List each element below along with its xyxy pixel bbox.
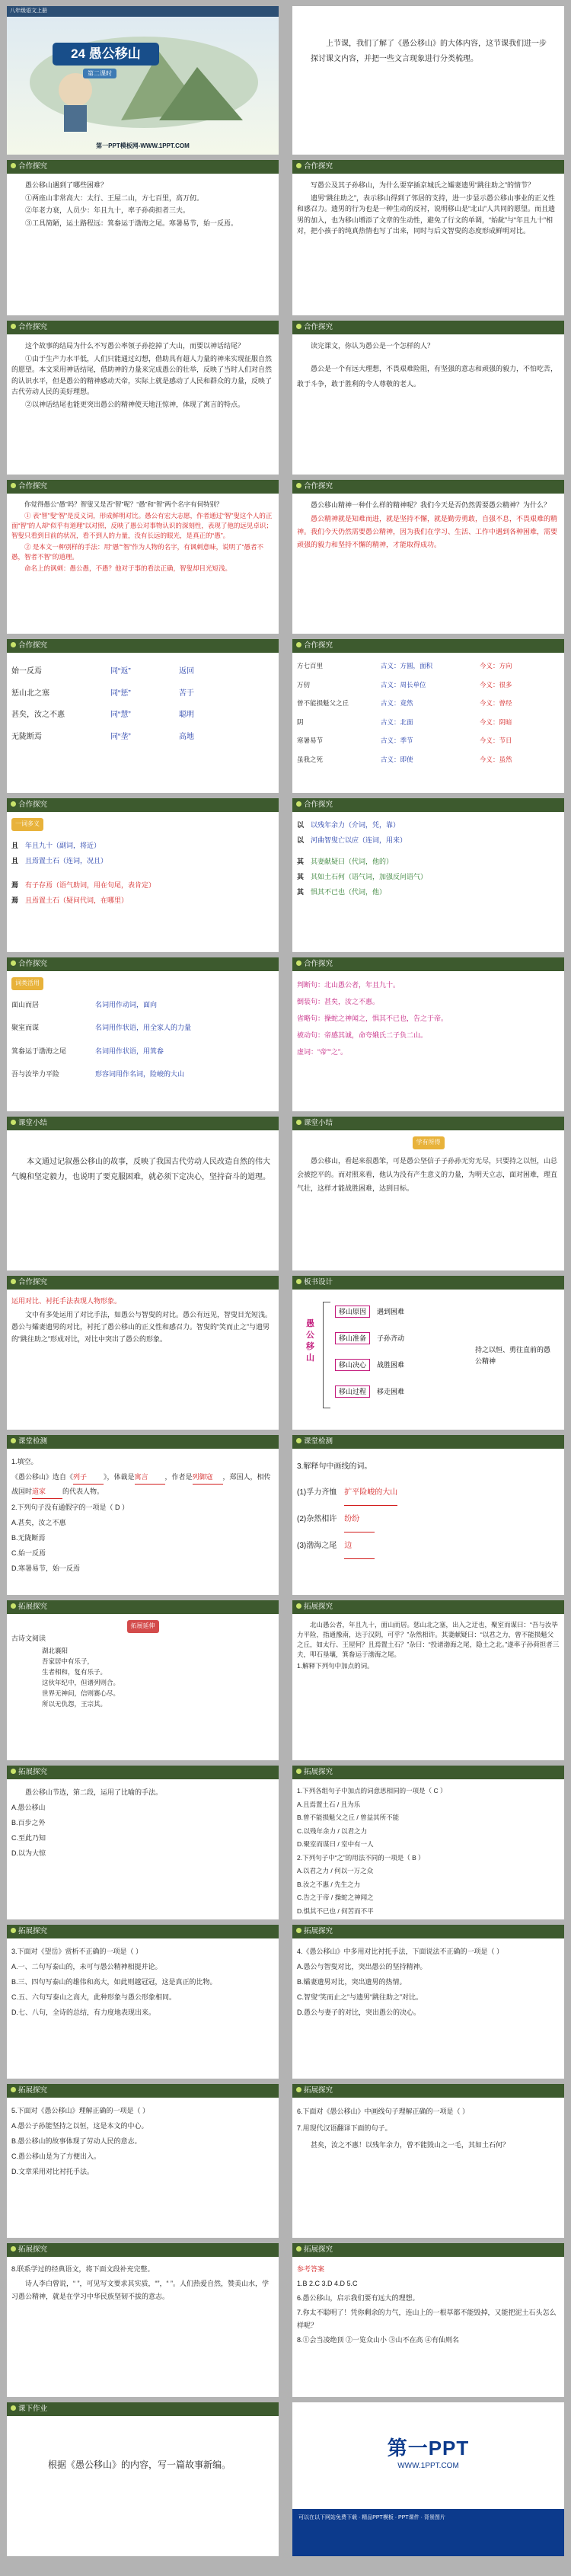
usage: 年且九十（副词，将近） [25, 841, 101, 849]
cover-illustration [7, 21, 279, 136]
answer: 愚公是一个有远大理想，不畏艰难险阻，有坚强的意志和顽强的毅力，不怕吃苦，敢于斗争，敢于胜利的令人尊敬的老人。 [297, 364, 558, 388]
intro-text: 上节课，我们了解了《愚公移山》的大体内容，这节课我们进一步探讨课文内容，并把一些文言现象进行分类梳理。 [311, 40, 547, 63]
char: 焉 [11, 881, 19, 889]
dot-icon [11, 1769, 16, 1774]
slide-header: 课堂小结 [7, 1117, 279, 1130]
slide-header: 合作探究 [7, 1276, 279, 1290]
poem-title: 古诗文阅读 [11, 1634, 46, 1642]
slide-header: 合作探究 [292, 639, 564, 653]
slide-header: 合作探究 [292, 480, 564, 494]
slide-header: 拓展探究 [7, 1600, 279, 1614]
passage: 北山愚公者，年且九十，面山而居。惩山北之塞，出入之迂也，聚室而谋曰：“吾与汝毕力平险，指通豫南，达于汉阴，可乎？”杂然相许。其妻献疑曰：“以君之力，曾不能损魁父之丘，如太行、王屋何？且焉置土石？”杂曰：“投诸渤海之尾，隐土之北。”遂率子孙荷担者三夫，叩石垦壤，箕畚运于渤海之尾。 [297, 1621, 560, 1658]
slide-difficulties [7, 160, 279, 315]
slide-header: 拓展探究 [292, 1766, 564, 1779]
new-meaning: 今义：阴暗 [480, 718, 512, 726]
usage: 以残年余力（介词，凭，靠） [311, 821, 400, 829]
slide-header: 拓展探究 [292, 2084, 564, 2098]
usage: 且焉置土石（疑问代词，在哪里） [25, 896, 129, 904]
gains-text: 愚公移山，看起来很愚笨，可是愚公坚信子子孙孙无穷无尽，只要持之以恒，山总会被挖平的。而对照来看，他认为没有产生意义的力量，为明天立志，面对困难，理直气壮，这样才能战胜困难，达到目标。 [297, 1156, 558, 1192]
question: 愚公移山精神一种什么样的精神呢？我们今天是否仍然需要愚公精神？为什么？ [311, 501, 551, 509]
option: D.以为大惊 [11, 1849, 46, 1857]
question: 1.下列各组句子中加点的词意思相同的一项是（ C ） [297, 1787, 447, 1795]
dot-icon [11, 1603, 16, 1609]
slide-contrast [7, 1276, 279, 1430]
slide-ext-9 [7, 2243, 279, 2397]
question: 读完课文，你认为愚公是一个怎样的人？ [311, 342, 435, 350]
slide-header: 合作探究 [7, 639, 279, 653]
question: 6.下面对《愚公移山》中画线句子理解正确的一项是（ ） [297, 2108, 470, 2115]
answer: 遗男“跳往助之”，表示移山得到了邻居的支持，进一步显示愚公移山事业的正义性和感召力。遗男的行为也是一种生动的反衬，说明移山是“北山”人共同的愿望。而且遗男的加入，也为移山增添了文章的生动性，避免了行文的单调，“始龀”与“年且九十”相对，把小孩子的纯真热情也写了出来，同时与后文智叟的态度形成鲜明对比。 [297, 193, 555, 235]
slide-huoyong [7, 957, 279, 1111]
intro-slide [292, 6, 564, 155]
option: B.曾不能损魁父之丘 / 曾益其所不能 [297, 1814, 400, 1821]
usage: 形容词用作名词，险峻的大山 [95, 1070, 185, 1078]
answer-1: ① 表“智”叟“智”是反义词，形成鲜明对比。愚公有宏大志愿，作者通过“智”叟这个人的正面“智”的人却“似乎有道理”以对照，反映了愚公对事物认识的深刻性，表现了他的远见卓识；智叟只看到目前的状况，看不到人的力量，没有长远的眼光，是真正的“愚”。 [11, 512, 273, 539]
char: 焉 [11, 896, 19, 904]
slide-header: 合作探究 [292, 798, 564, 812]
slide-ext-8 [292, 2084, 564, 2238]
slide-polysemy-2 [292, 798, 564, 952]
usage: 惧其不已也（代词，他） [311, 888, 387, 896]
dot-icon [296, 1769, 301, 1774]
slide-myth-ending [7, 321, 279, 475]
usage: 其妻献疑曰（代词，他的） [311, 858, 394, 865]
dot-icon [296, 1279, 301, 1284]
sentence-type: 判断句：北山愚公者，年且九十。 [297, 981, 400, 989]
slide-header: 合作探究 [7, 798, 279, 812]
dot-icon [11, 1279, 16, 1284]
slide-header: 课下作业 [7, 2402, 279, 2416]
sentence-type: 省略句：操蛇之神闻之，惧其不已也，告之于帝。 [297, 1015, 448, 1022]
option: A.愚公移山 [11, 1804, 46, 1811]
dot-icon [11, 1438, 16, 1443]
dot-icon [11, 2405, 16, 2411]
sentence-type: 倒装句：甚矣，汝之不惠。 [297, 998, 380, 1005]
tongjia: 同“惩” [110, 689, 131, 698]
usage: 有子存焉（语气助词，用在句尾，表肯定） [25, 881, 156, 889]
dot-icon [296, 1438, 301, 1443]
answer: 扩平险峻的大山 [344, 1481, 397, 1506]
slide-answers [292, 2243, 564, 2397]
question: 4.《愚公移山》中多用对比衬托手法，下面说法不正确的一项是（ ） [297, 1948, 504, 1955]
brand-logo: 第一PPT [387, 2437, 470, 2459]
char: 且 [11, 856, 19, 865]
answer-1: ①两座山非常高大：太行、王屋二山，方七百里，高万仞。 [25, 193, 204, 202]
meaning: 返回 [179, 667, 194, 676]
question-1: 1.填空。 [11, 1458, 38, 1465]
sentence: 甚矣，汝之不惠！以残年余力，曾不能毁山之一毛，其如土石何？ [311, 2141, 510, 2149]
slide-header: 课堂检测 [7, 1435, 279, 1449]
question: 1.解释下列句中加点的词。 [297, 1662, 374, 1670]
usage: 名词用作动词，面向 [95, 1000, 158, 1008]
board-list [335, 1299, 404, 1405]
slide-header: 板书设计 [292, 1276, 564, 1290]
passage: 诗人李白曾说，“ ”，可见写文要求其实质，“”，“ ”。人们热爱自然，赞美山水，学习愚公精神，就是在学习中华民族坚韧不拔的意志。 [11, 2280, 269, 2300]
slide-check-2: 课堂检测 3.解释句中画线的词。 (1)孚力齐恤 扩平险峻的大山 (2)杂然相许 纷纷 (3)渤海之尾 边 [292, 1435, 564, 1595]
answer: 6.愚公移山，启示我们要有远大的理想。 [297, 2294, 419, 2302]
word: 曾不能损魁父之丘 [297, 699, 349, 707]
slide-ext-1 [7, 1600, 279, 1760]
slide-header: 合作探究 [292, 957, 564, 971]
tongjia: 同“返” [110, 667, 131, 676]
poem-body: 湖北襄阳 吾家居中有乐子， 生者相和，复有乐子。 这伙年纪中，但谱列则合。 世界无神问，信则赛心尽。 所以无仇怨，王宗其。 [42, 1647, 120, 1708]
sentence-type: 虚词：“帝”“之”。 [297, 1048, 347, 1056]
char: 且 [11, 841, 19, 849]
board-brace [323, 1302, 330, 1408]
slide-tongjiazi [7, 639, 279, 793]
old-meaning: 古义：周长单位 [381, 680, 426, 689]
dot-icon [296, 1928, 301, 1933]
slide-ext-2 [292, 1600, 564, 1760]
slide-header: 合作探究 [292, 160, 564, 174]
slide-ending [292, 2402, 564, 2556]
summary-text: 本文通过记叙愚公移山的故事，反映了我国古代劳动人民改造自然的伟大气魄和坚定毅力，也说明了要克服困难，就必须下定决心，坚持奋斗的道理。 [11, 1158, 270, 1181]
word: 寒暑易节 [297, 737, 324, 744]
slide-header: 拓展探究 [7, 1925, 279, 1938]
option: C.智叟“笑而止之”与遗男“跳往助之”对比。 [297, 1993, 423, 2001]
example: 吾与汝毕力平险 [11, 1070, 60, 1078]
board-main: 愚公移山 [306, 1319, 314, 1363]
slide-header: 课堂小结 [292, 1117, 564, 1130]
answer: 文中有多处运用了对比手法，如愚公与智叟的对比。愚公有远见，智叟目光短浅。愚公与孀妻遗男的对比，衬托了愚公移山的正义性和感召力。智叟的“笑而止之”与遗男的“跳往助之”形成对比，对比中突出了愚公的形象。 [11, 1310, 273, 1343]
blank: 道家 [32, 1485, 62, 1499]
answer: 8.①会当凌绝顶 ②一览众山小 ③山不在高 ④有仙则名 [297, 2336, 460, 2344]
option: A.且焉置土石 / 且为乐 [297, 1800, 361, 1808]
dot-icon [296, 483, 301, 488]
board-step-detail: 战胜困难 [377, 1361, 405, 1369]
slide-ext-5 [7, 1925, 279, 2079]
option: C.愚公移山是为了方便出入。 [11, 2153, 101, 2160]
example: 始一反焉 [11, 667, 42, 676]
char: 以 [297, 821, 305, 829]
dot-icon [296, 163, 301, 168]
option: D.寒暑易节，始一反焉 [11, 1564, 81, 1572]
option: A.一、二句写泰山的，未可与愚公精神相提并论。 [11, 1963, 162, 1970]
dot-icon [296, 642, 301, 647]
meaning: 聪明 [179, 711, 194, 719]
option: C.五、六句写泰山之高大，此种形象与愚公形象相同。 [11, 1993, 177, 2001]
slide-homework [7, 2402, 279, 2556]
dot-icon [11, 2087, 16, 2092]
slide-ext-6 [292, 1925, 564, 2079]
usage: 且焉置土石（连词，况且） [25, 856, 108, 865]
usage: 名词用作状语，用箕畚 [95, 1047, 164, 1055]
dot-icon [11, 801, 16, 807]
slide-check-1: 课堂检测 1.填空。 《愚公移山》选自《列子 》，体裁是寓言 ，作者是列御寇 ，郑国人，相传战国时道家 的代表人物。 2.下列句子没有通假字的一项是（ D ） A.甚矣，汝之不惠 B.无陇断焉 C.始一反焉 D.寒暑易节，始一反焉 [7, 1435, 279, 1595]
section-tag: 一词多义 [11, 818, 43, 831]
slide-header: 合作探究 [7, 480, 279, 494]
question: 运用对比、衬托手法表现人物形象。 [11, 1297, 122, 1305]
option: B.三、四句写泰山的雄伟和高大，如此则越冠冠，这是真正的比物。 [11, 1978, 217, 1986]
answer-3: ③工具简陋，运土路程远：箕畚运于渤海之尾。寒暑易节，始一反焉。 [25, 219, 238, 227]
dot-icon [11, 324, 16, 329]
question: 8.联系学过的经典语文，将下面文段补充完整。 [11, 2265, 155, 2273]
answer: 1.B 2.C 3.D 4.D 5.C [297, 2280, 358, 2287]
slide-header: 合作探究 [7, 957, 279, 971]
old-meaning: 古义：竟然 [381, 699, 413, 707]
example: 惩山北之塞 [11, 689, 49, 698]
answer-3: 命名上的讽刺：愚公愚，不愚？他对于事的看法正确，智叟却目光短浅。 [24, 564, 232, 572]
option: D.愚公与妻子的对比，突出愚公的决心。 [297, 2009, 421, 2016]
homework-text: 根据《愚公移山》的内容，写一篇故事新编。 [48, 2459, 231, 2470]
question: 7.用现代汉语翻译下面的句子。 [297, 2124, 392, 2132]
question: 2.下列句子中“之”的用法不同的一项是（ B ） [297, 1853, 425, 1862]
cover-title: 24 愚公移山 [53, 43, 159, 66]
board-step: 移山决心 [335, 1359, 370, 1371]
new-meaning: 今义：曾经 [480, 699, 512, 707]
board-step: 移山过程 [335, 1385, 370, 1398]
slide-header: 拓展探究 [292, 1925, 564, 1938]
slide-gujin [292, 639, 564, 793]
slide-gains [292, 1117, 564, 1270]
example: 无陇断焉 [11, 732, 42, 741]
option: C.以残年余力 / 以君之力 [297, 1827, 368, 1835]
slide-header: 拓展探究 [292, 1600, 564, 1614]
question: 这个故事的结局为什么不写愚公率领子孙挖掉了大山，而要以神话结尾？ [25, 342, 245, 350]
option: D.聚室而谋曰 / 室中有一人 [297, 1840, 374, 1848]
dot-icon [296, 801, 301, 807]
question-3: 3.解释句中画线的词。 [297, 1462, 372, 1471]
blank: 寓言 [135, 1470, 165, 1485]
section-tag: 拓展延伸 [127, 1620, 159, 1633]
answer: 纷纷 [344, 1507, 375, 1532]
new-meaning: 今义：方向 [480, 662, 512, 670]
question: 3.下面对《望岳》赏析不正确的一项是（ ） [11, 1948, 143, 1955]
option: A.愚公子孙能坚持之以恒，这是本文的中心。 [11, 2122, 148, 2130]
dot-icon [11, 163, 16, 168]
example: 箕畚运于渤海之尾 [11, 1047, 67, 1055]
slide-names [7, 480, 279, 634]
char: 以 [297, 836, 305, 844]
slide-header: 合作探究 [7, 160, 279, 174]
usage: 其如土石何（语气词，加强反问语气） [311, 873, 428, 881]
char: 其 [297, 888, 305, 896]
slide-header: 拓展探究 [292, 2243, 564, 2257]
question: 写愚公及其子孙移山，为什么要穿插京城氏之孀妻遗男“跳往助之”的情节？ [311, 181, 534, 189]
cover-caption: 第一PPT模板网-WWW.1PPT.COM [96, 142, 190, 149]
slide-summary [7, 1117, 279, 1270]
board-step-detail: 子孙齐动 [377, 1334, 405, 1342]
option: B.愚公移山的故事体现了劳动人民的意志。 [11, 2137, 142, 2145]
question: 5.下面对《愚公移山》理解正确的一项是（ ） [11, 2107, 150, 2114]
dot-icon [11, 483, 16, 488]
new-meaning: 今义：虽然 [480, 755, 512, 763]
question-2: 2.下列句子没有通假字的一项是（ D ） [11, 1504, 129, 1511]
option: A.甚矣，汝之不惠 [11, 1519, 66, 1526]
meaning: 苦于 [179, 689, 194, 698]
answer-2: ②以神话结尾也能更突出愚公的精神使天地汪惊神，体现了寓言的特点。 [25, 400, 245, 408]
slide-board [292, 1276, 564, 1430]
dot-icon [296, 1603, 301, 1609]
answer-1: ①由于生产力水平低，人们只能通过幻想，借助具有超人力量的神来实现征服自然的愿望。本文采用神话结尾，借助神的力量来完成愚公的壮举，反映了当时人们对自然的认识水平，但是愚公的精神感动天帝，实际上就是感动了人民和群众的力量，反映了古代劳动人民的美好理想。 [11, 354, 273, 395]
sentence-type: 被动句：帝感其诚，命夸娥氏二子负二山。 [297, 1031, 428, 1039]
option: D.文章采用对比衬托手法。 [11, 2168, 94, 2175]
dot-icon [296, 1120, 301, 1125]
option: D.惧其不已也 / 何苦而不平 [297, 1906, 374, 1915]
answer: 愚公精神就是知难而进，就是坚持不懈，就是勤劳勇敢，自强不息，不畏艰难的精神。我们今天仍然需要愚公精神，因为我们在学习、生活、工作中遇到各种困难，需要顽强的毅力和坚持不懈的精神，才能取得成功。 [297, 514, 558, 548]
blank: 列子 [73, 1470, 104, 1485]
dot-icon [296, 960, 301, 966]
section-tag: 学有所得 [413, 1136, 445, 1149]
option: C.至此乃知 [11, 1834, 46, 1842]
brand-url: WWW.1PPT.COM [397, 2462, 459, 2470]
option: D.七、八句，全诗的总结，有力度地表现出来。 [11, 2009, 156, 2016]
board-step-detail: 移走困难 [377, 1388, 405, 1395]
dot-icon [11, 2246, 16, 2252]
blank: 列御寇 [193, 1470, 223, 1485]
word: 虽我之死 [297, 755, 324, 763]
usage: 河曲智叟亡以应（连词，用来） [311, 836, 407, 844]
dot-icon [296, 2246, 301, 2252]
slide-ext-7 [7, 2084, 279, 2238]
answer-2: ② 是本文一种别样的手法：用“愚”“智”作为人物的名字，有讽刺意味，说明了“愚者不愚，智者不智”的道理。 [11, 543, 264, 561]
passage: 愚公移山节选，第二段，运用了比喻的手法。 [25, 1788, 163, 1796]
slide-ext-4 [292, 1766, 564, 1919]
old-meaning: 古义：季节 [381, 737, 413, 744]
word: 阴 [297, 718, 304, 726]
old-meaning: 古义：方圆，面积 [381, 662, 433, 670]
new-meaning: 今义：节日 [480, 737, 512, 744]
board-step: 移山准备 [335, 1332, 370, 1344]
dot-icon [11, 1120, 16, 1125]
dot-icon [11, 642, 16, 647]
question: 你觉得愚公“愚”吗？智叟又是否“智”呢？“愚”和“智”两个名字有何特别？ [24, 500, 223, 508]
option: B.无陇断焉 [11, 1534, 46, 1542]
old-meaning: 古义：即使 [381, 755, 413, 763]
slide-neighbor-child [292, 160, 564, 315]
example: 聚室而谋 [11, 1024, 40, 1031]
usage: 名词用作状语，用全家人的力量 [95, 1024, 192, 1031]
char: 其 [297, 873, 305, 881]
new-meaning: 今义：很多 [480, 680, 512, 689]
slide-spirit [292, 480, 564, 634]
slide-header: 合作探究 [7, 321, 279, 334]
slide-character [292, 321, 564, 475]
answer-2: ②年老力衰，人员少：年且九十，率子孙荷担者三夫。 [25, 206, 190, 214]
tongjia: 同“垄” [110, 732, 131, 741]
answer: 边 [344, 1534, 375, 1559]
tongjia: 同“慧” [110, 711, 131, 719]
option: B.百步之外 [11, 1819, 46, 1827]
option: B.孀妻遗男对比，突出遗男的热情。 [297, 1978, 407, 1986]
dot-icon [296, 2087, 301, 2092]
dot-icon [11, 1928, 16, 1933]
slide-header: 拓展探究 [7, 2243, 279, 2257]
cover-subtitle: 第二课时 [83, 69, 116, 78]
word: 方七百里 [297, 662, 324, 670]
slide-header: 拓展探究 [7, 2084, 279, 2098]
question: 愚公移山遇到了哪些困难？ [25, 181, 108, 189]
slide-header: 拓展探究 [7, 1766, 279, 1779]
section-tag: 词类活用 [11, 977, 43, 990]
slide-ext-3 [7, 1766, 279, 1919]
meaning: 高地 [179, 732, 194, 741]
slide-header: 合作探究 [292, 321, 564, 334]
char: 其 [297, 858, 305, 865]
board-step: 移山原因 [335, 1306, 370, 1318]
answer: 7.你太不聪明了！凭你剩余的力气，连山上的一根草都不能毁掉，又能把泥土石头怎么样呢？ [297, 2309, 557, 2329]
cover-slide [7, 6, 279, 155]
option: A.以君之力 / 何以一万之众 [297, 1867, 374, 1874]
dot-icon [296, 324, 301, 329]
option: B.汝之不惠 / 先生之力 [297, 1880, 361, 1888]
slide-polysemy-1 [7, 798, 279, 952]
old-meaning: 古义：北面 [381, 718, 413, 726]
example: 甚矣，汝之不惠 [11, 711, 65, 719]
option: C.始一反焉 [11, 1549, 46, 1557]
footer-band: 可以在以下网站免费下载 · 精品PPT模板 · PPT课件 · 背景图片 [292, 2509, 564, 2556]
slide-header: 课堂检测 [292, 1435, 564, 1449]
word: 万仞 [297, 680, 311, 689]
example: 面山而居 [11, 1000, 40, 1008]
option: A.愚公与智叟对比，突出愚公的坚持精神。 [297, 1963, 427, 1970]
dot-icon [11, 960, 16, 966]
board-tail: 持之以恒、勇往直前的愚公精神 [475, 1346, 551, 1365]
cover-subject: 八年级语文上册 [7, 6, 279, 17]
option: C.告之于帝 / 操蛇之神闻之 [297, 1894, 374, 1901]
board-step-detail: 遇到困难 [377, 1308, 405, 1315]
answers-title: 参考答案 [297, 2265, 325, 2273]
slide-sentence-types [292, 957, 564, 1111]
